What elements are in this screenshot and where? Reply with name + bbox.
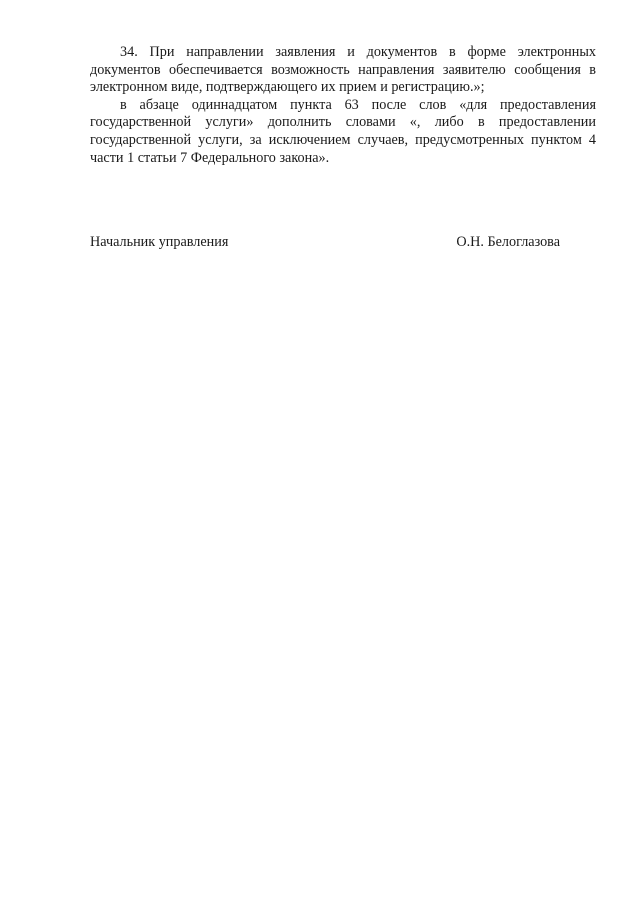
- document-body: [90, 44, 596, 167]
- signature-block: [90, 234, 560, 252]
- paragraph-amendment: в абзаце одиннадцатом пункта 63 после слов «для предоставления государственной услуги» дополнить словами «, либо в предоставлении государственной услуги, за исключением случаев, предусмотренных пунктом 4 части 1 статьи 7 Федерального закона».: [90, 96, 596, 166]
- signatory-name: О.Н. Белоглазова: [456, 234, 560, 250]
- signatory-position: Начальник управления: [90, 234, 229, 250]
- paragraph-34: 34. При направлении заявления и документов в форме электронных документов обеспечивается возможность направления заявителю сообщения в электронном виде, подтверждающего их прием и регистрацию.»;: [90, 44, 596, 96]
